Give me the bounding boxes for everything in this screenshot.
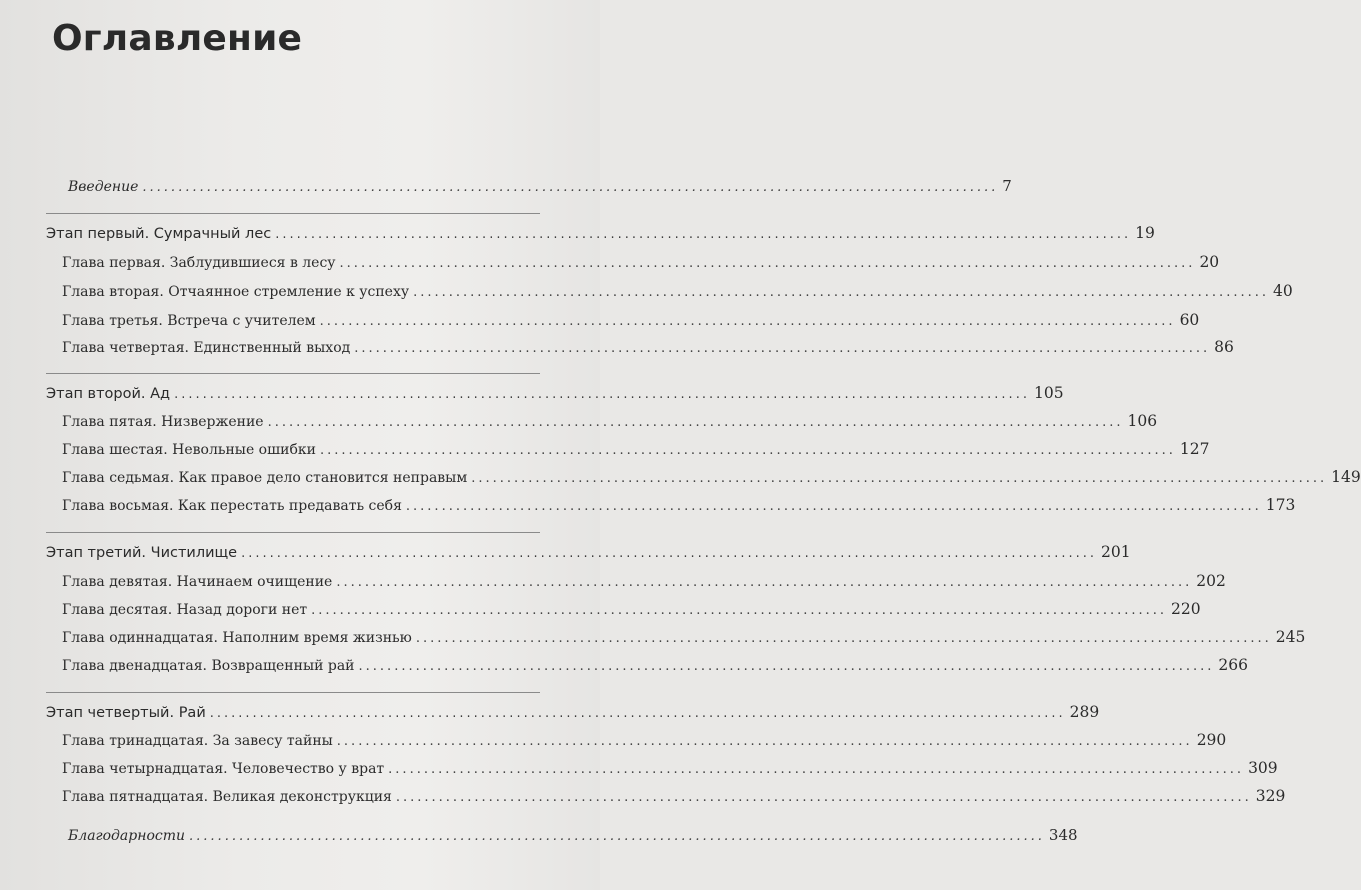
entry-title: Глава одиннадцатая. Наполним время жизнью [62,630,412,646]
toc-entry-chapter[interactable] [62,628,1306,654]
leader-dots: ........................................................................................................................ [388,762,1245,777]
toc-entry-stage[interactable] [46,703,1100,729]
entry-page-number: 40 [1273,282,1293,300]
leader-dots: ........................................................................................................................ [319,314,1176,329]
leader-dots: ........................................................................................................................ [311,603,1168,618]
entry-title: Глава первая. Заблудившиеся в лесу [62,255,336,271]
entry-page-number: 173 [1265,496,1296,514]
leader-dots: ........................................................................................................................ [209,706,1066,721]
entry-title: Благодарности [68,828,186,844]
toc-entry-chapter[interactable] [62,282,1293,308]
entry-page-number: 309 [1248,759,1278,777]
toc-entry-stage[interactable] [46,384,1064,410]
toc-entry-chapter[interactable] [62,787,1286,813]
entry-page-number: 149 [1331,468,1361,486]
section-divider [46,532,540,533]
section-divider [46,373,540,374]
leader-dots: ........................................................................................................................ [395,790,1252,805]
entry-page-number: 266 [1218,656,1249,674]
entry-page-number: 245 [1275,628,1306,646]
section-divider [46,692,540,693]
entry-title: Глава десятая. Назад дороги нет [62,602,308,618]
entry-page-number: 329 [1255,787,1286,805]
toc-entry-stage[interactable] [46,543,1131,569]
entry-title: Глава шестая. Невольные ошибки [62,442,316,458]
page-title: Оглавление [52,18,303,59]
leader-dots: ........................................................................................................................ [319,443,1176,458]
entry-page-number: 19 [1135,224,1155,242]
entry-page-number: 220 [1171,600,1201,618]
entry-title: Глава вторая. Отчаянное стремление к успеху [62,284,410,300]
entry-page-number: 348 [1048,826,1078,844]
toc-entry-acknowledgements[interactable] [68,826,1078,852]
entry-page-number: 105 [1033,384,1064,402]
leader-dots: ........................................................................................................................ [354,341,1211,356]
section-divider [46,213,540,214]
leader-dots: ........................................................................................................................ [413,285,1269,300]
entry-title: Глава пятнадцатая. Великая деконструкция [62,789,392,805]
toc-entry-stage[interactable] [46,224,1155,250]
entry-page-number: 86 [1214,338,1234,356]
toc-entry-chapter[interactable] [62,440,1210,466]
leader-dots: ........................................................................................................................ [189,829,1045,844]
toc-entry-introduction[interactable] [68,177,1012,203]
leader-dots: ........................................................................................................................ [415,631,1272,646]
entry-title: Введение [68,179,139,195]
entry-page-number: 202 [1196,572,1226,590]
leader-dots: ........................................................................................................................ [336,575,1193,590]
entry-title: Глава тринадцатая. За завесу тайны [62,733,333,749]
leader-dots: ........................................................................................................................ [358,659,1215,674]
entry-page-number: 289 [1069,703,1100,721]
leader-dots: ........................................................................................................................ [142,180,999,195]
entry-page-number: 60 [1179,311,1200,329]
leader-dots: ........................................................................................................................ [339,256,1196,271]
entry-title: Глава пятая. Низвержение [62,414,264,430]
entry-page-number: 127 [1179,440,1210,458]
entry-title: Глава четвертая. Единственный выход [62,340,351,356]
entry-title: Этап третий. Чистилище [46,545,238,561]
entry-title: Этап второй. Ад [46,386,171,402]
toc-entry-chapter[interactable] [62,600,1201,626]
leader-dots: ........................................................................................................................ [267,415,1124,430]
toc-entry-chapter[interactable] [62,572,1226,598]
leader-dots: ........................................................................................................................ [471,471,1328,486]
leader-dots: ........................................................................................................................ [405,499,1262,514]
entry-title: Этап четвертый. Рай [46,705,206,721]
toc-entry-chapter[interactable] [62,731,1227,757]
entry-page-number: 7 [1002,177,1012,195]
entry-title: Глава седьмая. Как правое дело становится неправым [62,470,468,486]
toc-entry-chapter[interactable] [62,338,1234,364]
toc-entry-chapter[interactable] [62,496,1296,522]
entry-title: Глава четырнадцатая. Человечество у врат [62,761,385,777]
entry-page-number: 20 [1199,253,1220,271]
entry-title: Этап первый. Сумрачный лес [46,226,272,242]
entry-title: Глава восьмая. Как перестать предавать себя [62,498,402,514]
leader-dots: ........................................................................................................................ [275,227,1132,242]
leader-dots: ........................................................................................................................ [241,546,1097,561]
entry-page-number: 201 [1101,543,1131,561]
toc-entry-chapter[interactable] [62,759,1278,785]
entry-title: Глава девятая. Начинаем очищение [62,574,333,590]
leader-dots: ........................................................................................................................ [336,734,1193,749]
entry-page-number: 106 [1127,412,1158,430]
toc-entry-chapter[interactable] [62,468,1361,494]
toc-entry-chapter[interactable] [62,412,1158,438]
entry-page-number: 290 [1196,731,1227,749]
toc-entry-chapter[interactable] [62,311,1200,337]
leader-dots: ........................................................................................................................ [174,387,1030,402]
toc-entry-chapter[interactable] [62,253,1220,279]
entry-title: Глава двенадцатая. Возвращенный рай [62,658,355,674]
toc-entry-chapter[interactable] [62,656,1249,682]
entry-title: Глава третья. Встреча с учителем [62,313,316,329]
